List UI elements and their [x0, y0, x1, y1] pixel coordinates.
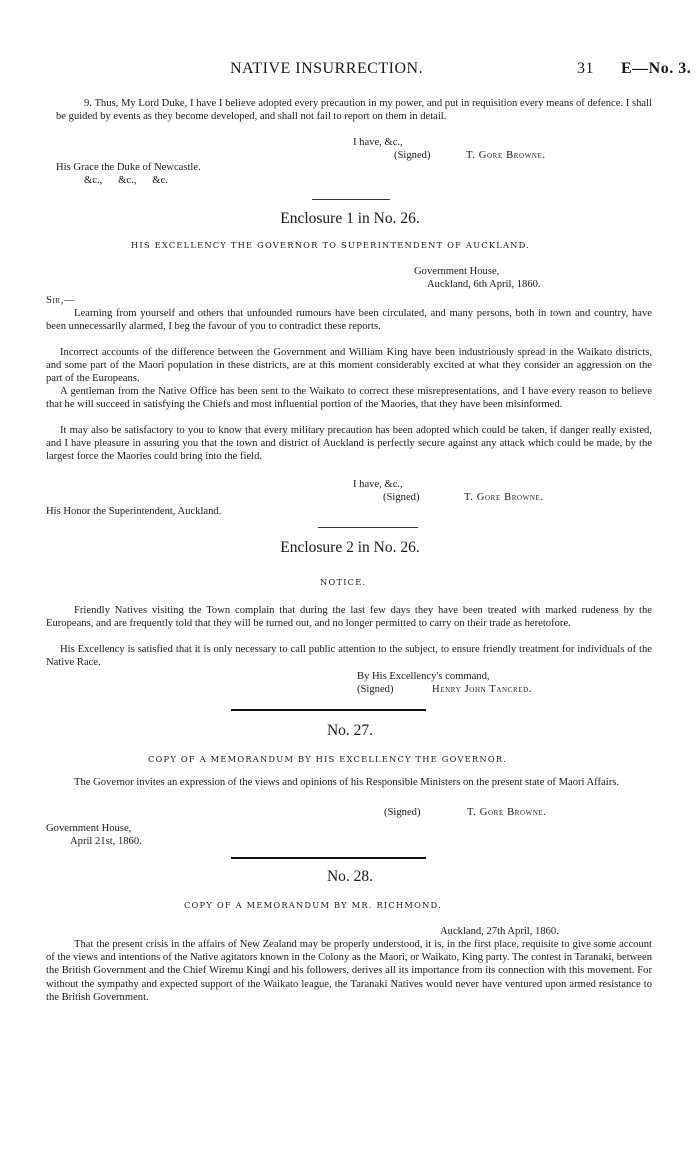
page-number: 31: [577, 60, 594, 77]
no28-heading: No. 28.: [326, 868, 374, 885]
no27-signed: (Signed): [384, 807, 421, 818]
enclosure2-signature: Henry John Tancred.: [432, 684, 533, 695]
letter-closing: I have, &c.,: [353, 137, 403, 148]
enclosure1-place: Government House,: [414, 266, 500, 277]
section-divider: [231, 857, 426, 859]
no28-subheading: COPY OF A MEMORANDUM BY MR. RICHMOND.: [184, 900, 442, 910]
enclosure2-paragraph: Friendly Natives visiting the Town complain that during the last few days they have been treated with marked rudeness by the Europeans, and are frequently told that they will be turned out, and no longer permitted to carry on their trade as heretofore.: [46, 605, 652, 630]
running-title: NATIVE INSURRECTION.: [230, 60, 424, 77]
series-number: E—No. 3.: [621, 60, 692, 77]
no27-heading: No. 27.: [326, 722, 374, 739]
no28-date: Auckland, 27th April, 1860.: [440, 926, 559, 937]
enclosure1-signed: (Signed): [383, 492, 420, 503]
no27-subheading: COPY OF A MEMORANDUM BY HIS EXCELLENCY THE GOVERNOR.: [148, 754, 508, 764]
enclosure2-heading: Enclosure 2 in No. 26.: [280, 539, 420, 556]
no27-place: Government House,: [46, 823, 132, 834]
enclosure1-paragraph: A gentleman from the Native Office has been sent to the Waikato to correct these misrepresentations, and I have every reason to believe that he will succeed in satisfying the Chiefs and most influential portion of the Maories, that they have been misinformed.: [46, 386, 652, 411]
no27-signature: T. Gore Browne.: [467, 807, 547, 818]
enclosure2-paragraph: His Excellency is satisfied that it is only necessary to call public attention to the subject, to ensure friendly treatment for individuals of the Native Race.: [46, 644, 652, 669]
enclosure1-signature: T. Gore Browne.: [464, 492, 544, 503]
enclosure2-signed: (Signed): [357, 684, 394, 695]
letter-signed: (Signed): [394, 150, 431, 161]
enclosure1-date: Auckland, 6th April, 1860.: [427, 279, 541, 290]
enclosure2-command: By His Excellency's command,: [357, 671, 490, 682]
enclosure1-salutation: Sir,—: [46, 295, 76, 306]
no27-date: April 21st, 1860.: [70, 836, 142, 847]
letter-paragraph: 9. Thus, My Lord Duke, I have I believe adopted every precaution in my power, and put in requisition every means of defence. I shall be guided by events as they become developed, and shall not fail to report on them in detail.: [56, 98, 652, 123]
enclosure2-subheading: NOTICE.: [320, 577, 367, 587]
enclosure1-heading: Enclosure 1 in No. 26.: [280, 210, 420, 227]
divider: [318, 527, 418, 528]
letter-signature: T. Gore Browne.: [466, 150, 546, 161]
divider: [312, 199, 390, 200]
no28-paragraph: That the present crisis in the affairs of New Zealand may be properly understood, it is, in the first place, requisite to give some account of the views and intentions of the Native agitators known in the Colony as the Maori, or Waikato, King party. The contest in Taranaki, between the British Government and the Chief Wiremu Kingi and his followers, derives all its importance from its connection with this movement. For without the sympathy and expected support of the Waikato league, the Taranaki Natives would never have ventured upon armed resistance to the British Government.: [46, 939, 652, 1003]
enclosure1-closing: I have, &c.,: [353, 479, 403, 490]
enclosure1-paragraph: It may also be satisfactory to you to know that every military precaution has been adopted which could be taken, if danger really existed, and I have pleasure in assuring you that the town and district of Auckland is perfectly secure against any attack which could be made, by the largest force the Maories could bring into the field.: [46, 425, 652, 463]
enclosure1-subheading: HIS EXCELLENCY THE GOVERNOR TO SUPERINTENDENT OF AUCKLAND.: [131, 240, 530, 250]
enclosure1-addressee: His Honor the Superintendent, Auckland.: [46, 506, 222, 517]
letter-addressee-etc: &c., &c., &c.: [84, 175, 168, 186]
letter-addressee: His Grace the Duke of Newcastle.: [56, 162, 201, 173]
enclosure1-paragraph: Incorrect accounts of the difference between the Government and William King have been industriously spread in the Waikato districts, and some part of the Maori population in these districts, are at this moment considerably excited at what they consider an aggression on the part of the Europeans.: [46, 347, 652, 385]
section-divider: [231, 709, 426, 711]
no27-paragraph: The Governor invites an expression of the views and opinions of his Responsible Ministers on the present state of Maori Affairs.: [74, 777, 619, 788]
enclosure1-paragraph: Learning from yourself and others that unfounded rumours have been circulated, and many persons, both in town and country, have been unnecessarily alarmed, I beg the favour of you to contradict these reports.: [46, 308, 652, 333]
